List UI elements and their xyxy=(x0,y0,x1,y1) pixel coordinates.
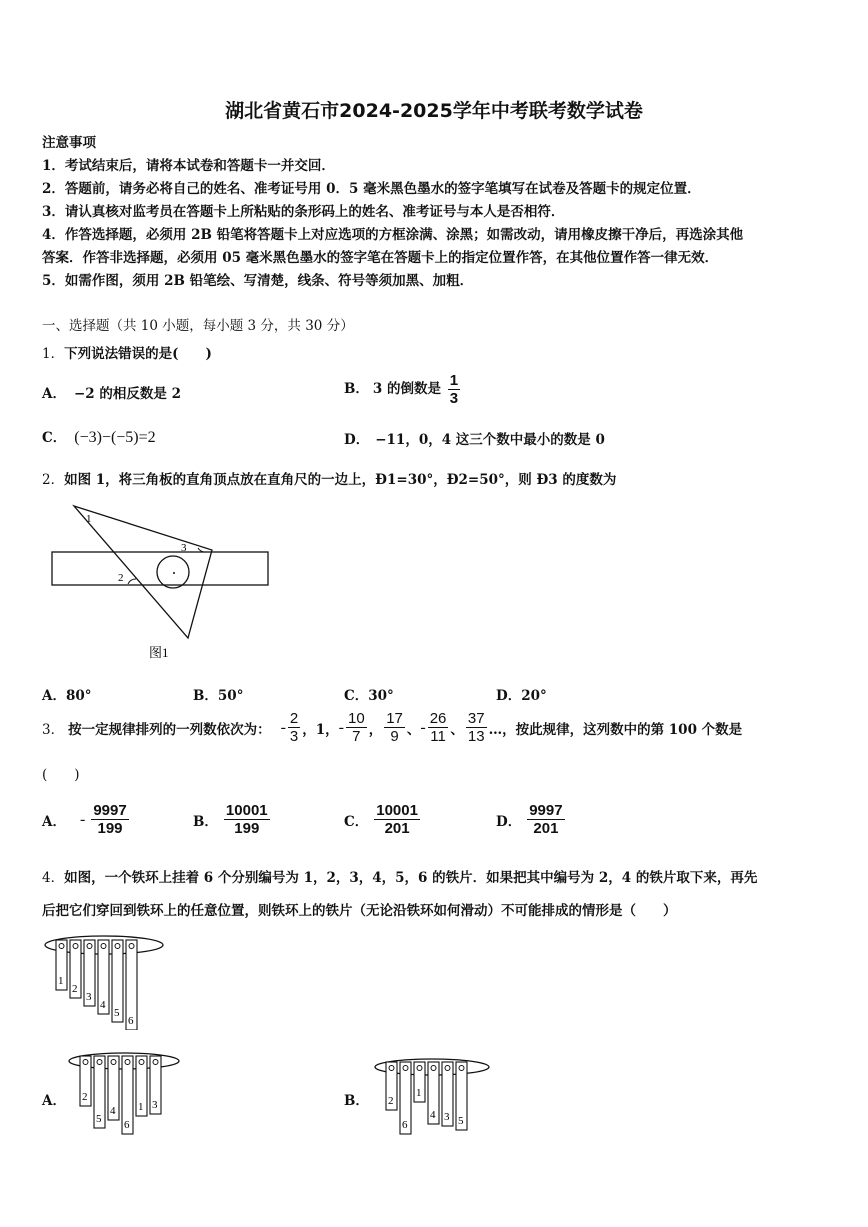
denominator: 9 xyxy=(390,728,399,745)
fraction xyxy=(428,710,449,745)
numerator: 37 xyxy=(467,710,485,727)
q2-option-c[interactable]: C．30° xyxy=(344,688,394,704)
tag-number: 4 xyxy=(100,999,106,1011)
separator: 、 xyxy=(406,721,421,738)
denominator: 11 xyxy=(430,728,446,745)
question-stem: 如图，一个铁环上挂着 6 个分别编号为 1，2，3，4，5，6 的铁片．如果把其中编号为 2，4 的铁片取下来，再先 xyxy=(64,870,758,886)
tag-number: 5 xyxy=(458,1115,464,1127)
denominator: 13 xyxy=(467,728,485,745)
option-text: −11，0，4 这三个数中最小的数是 0 xyxy=(375,432,605,448)
q3-option-d[interactable] xyxy=(496,802,567,837)
question-stem: 按一定规律排列的一列数依次为： xyxy=(68,721,271,738)
tag-number: 6 xyxy=(402,1119,408,1131)
ring-figure-main xyxy=(42,928,174,1030)
question-number: 2． xyxy=(42,472,65,488)
numerator: 26 xyxy=(429,710,447,727)
section-heading: 一、选择题（共 10 小题，每小题 3 分，共 30 分） xyxy=(42,318,354,334)
numerator: 17 xyxy=(386,710,403,727)
question-2 xyxy=(42,468,616,488)
notice-item-4: 4．作答选择题，必须用 2B 铅笔将答题卡上对应选项的方框涂满、涂黑；如需改动，请用橡皮擦干净后，再选涂其他 xyxy=(42,227,744,243)
sequence xyxy=(281,710,489,745)
angle-3-label: 3 xyxy=(181,542,187,554)
denominator: 199 xyxy=(97,820,123,837)
q2-option-a[interactable]: A．80° xyxy=(42,688,92,704)
option-label: B． xyxy=(344,381,369,397)
question-stem: 如图 1，将三角板的直角顶点放在直角尺的一边上，Ð1=30°，Ð2=50°，则 Ð3 的度数为 xyxy=(64,472,617,488)
option-label: C． xyxy=(344,813,369,830)
q1-option-d[interactable] xyxy=(344,428,605,448)
tag-number: 1 xyxy=(416,1087,422,1099)
question-1 xyxy=(42,342,212,362)
separator: 、 xyxy=(450,721,464,738)
separator: ， xyxy=(368,721,383,738)
sign: - xyxy=(338,718,344,736)
question-3 xyxy=(42,710,742,745)
denominator: 3 xyxy=(449,390,459,407)
tag-number: 3 xyxy=(86,991,92,1003)
q4-option-a-label[interactable]: A． xyxy=(42,1093,66,1109)
q4-option-b-label[interactable]: B． xyxy=(344,1093,369,1109)
q1-option-c[interactable] xyxy=(42,426,156,447)
option-label: A． xyxy=(42,386,66,402)
page-title: 湖北省黄石市2024-2025学年中考联考数学试卷 xyxy=(225,100,643,122)
tag-number: 2 xyxy=(72,983,78,995)
fraction xyxy=(288,710,300,745)
denominator: 201 xyxy=(533,820,559,837)
ruler-shape xyxy=(52,552,268,585)
fraction xyxy=(466,710,487,745)
tag-number: 2 xyxy=(82,1091,88,1103)
notice-heading: 注意事项 xyxy=(42,135,96,151)
fraction xyxy=(346,710,367,745)
q2-option-d[interactable]: D．20° xyxy=(496,688,547,704)
numerator: 9997 xyxy=(93,802,127,819)
angle-1-label: 1 xyxy=(86,513,92,525)
tag-number: 6 xyxy=(128,1015,134,1027)
tag-number: 2 xyxy=(388,1095,394,1107)
denominator: 201 xyxy=(384,820,410,837)
fraction xyxy=(384,710,405,745)
question-stem-cont: …，按此规律，这列数中的第 100 个数是 xyxy=(488,721,743,738)
question-number: 4． xyxy=(42,870,65,886)
hole-circle xyxy=(157,556,189,588)
tag-number: 1 xyxy=(58,975,64,987)
angle-2-arc xyxy=(128,579,136,584)
q3-option-b[interactable] xyxy=(193,802,272,837)
fraction xyxy=(374,802,420,837)
numerator: 10001 xyxy=(225,802,268,819)
sign: - xyxy=(280,718,286,736)
notice-item-2: 2．答题前，请务必将自己的姓名、准考证号用 0．5 毫米黑色墨水的签字笔填写在试卷及答题卡的规定位置． xyxy=(42,181,701,197)
tag-number: 3 xyxy=(444,1111,450,1123)
option-label: A． xyxy=(42,813,66,830)
numerator: 1 xyxy=(449,372,459,389)
sign: - xyxy=(420,718,426,736)
separator: ，1， xyxy=(302,721,339,738)
tag-number: 4 xyxy=(430,1109,436,1121)
q3-option-c[interactable] xyxy=(344,802,422,837)
notice-item-4-cont: 答案．作答非选择题，必须用 05 毫米黑色墨水的签字笔在答题卡上的指定位置作答，在其他位置作答一律无效． xyxy=(42,250,719,266)
tag-number: 3 xyxy=(152,1099,158,1111)
option-label: D． xyxy=(344,432,370,448)
numerator: 10001 xyxy=(376,802,418,819)
tag-number: 5 xyxy=(96,1113,102,1125)
option-text: 3 的倒数是 xyxy=(372,381,442,397)
notice-item-1: 1．考试结束后，请将本试卷和答题卡一并交回． xyxy=(42,158,335,174)
figure-caption: 图1 xyxy=(149,645,169,660)
angle-2-label: 2 xyxy=(118,572,124,584)
tag-number: 1 xyxy=(138,1101,144,1113)
ring-figure-b[interactable] xyxy=(370,1052,496,1136)
question-number: 3． xyxy=(42,721,65,738)
q1-option-a[interactable] xyxy=(42,382,181,402)
option-text: −2 的相反数是 2 xyxy=(73,386,181,402)
option-text: (−3)−(−5)=2 xyxy=(74,429,156,446)
fraction xyxy=(527,802,564,837)
notice-item-3: 3．请认真核对监考员在答题卡上所粘贴的条形码上的姓名、准考证号与本人是否相符． xyxy=(42,204,565,220)
denominator: 7 xyxy=(352,728,361,745)
answer-paren: ( ) xyxy=(42,767,80,783)
option-label: D． xyxy=(496,813,522,830)
question-number: 1． xyxy=(42,346,65,362)
denominator: 199 xyxy=(234,820,260,837)
question-4 xyxy=(42,866,757,886)
notice-item-5: 5．如需作图，须用 2B 铅笔绘、写清楚，线条、符号等须加黑、加粗． xyxy=(42,273,474,289)
numerator: 2 xyxy=(289,710,299,727)
ring-figure-a[interactable] xyxy=(66,1046,188,1136)
fraction xyxy=(224,802,270,837)
triangle-shape xyxy=(74,506,212,638)
numerator: 9997 xyxy=(529,802,563,819)
center-dot xyxy=(173,572,175,574)
fraction xyxy=(448,372,460,407)
option-label: C． xyxy=(42,430,67,446)
denominator: 3 xyxy=(289,728,299,745)
numerator: 10 xyxy=(348,710,365,727)
fraction xyxy=(91,802,128,837)
q1-option-b[interactable] xyxy=(344,372,462,407)
option-label: B． xyxy=(193,813,218,830)
q3-option-a[interactable] xyxy=(42,802,131,837)
question-stem: 下列说法错误的是( ) xyxy=(64,346,212,362)
tag-number: 6 xyxy=(124,1119,130,1131)
tag-number: 4 xyxy=(110,1105,116,1117)
tag-number: 5 xyxy=(114,1007,120,1019)
sign: - xyxy=(79,810,86,828)
q2-option-b[interactable]: B．50° xyxy=(193,688,244,704)
figure-1 xyxy=(48,500,278,670)
question-4-cont: 后把它们穿回到铁环上的任意位置，则铁环上的铁片（无论沿铁环如何滑动）不可能排成的情形是（ ） xyxy=(42,903,677,919)
